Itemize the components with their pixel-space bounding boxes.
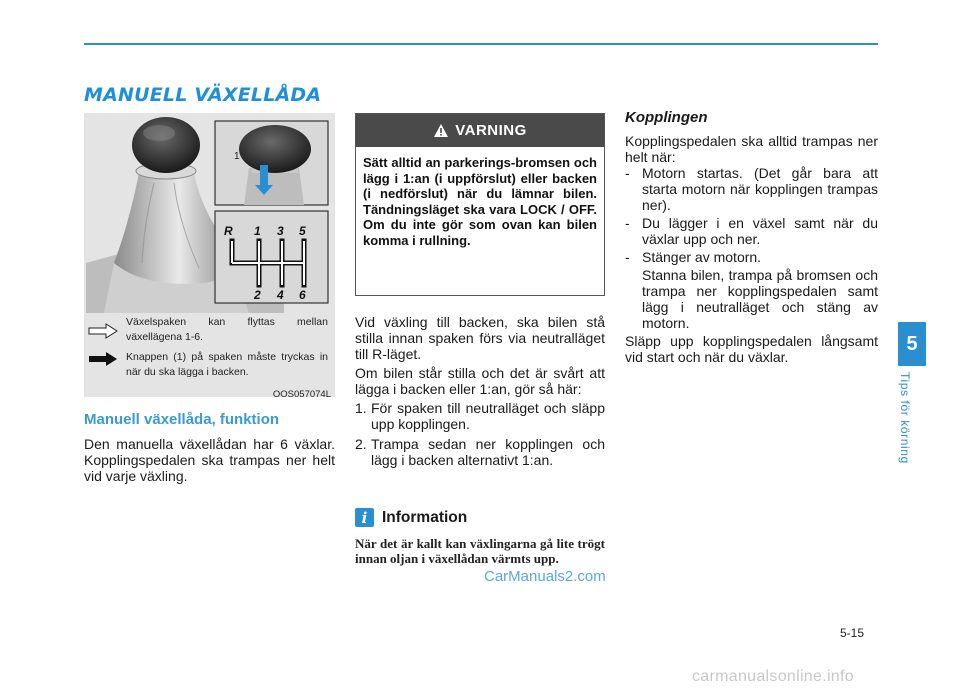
warning-title: VARNING (455, 122, 527, 139)
watermark-carmanualsonline[interactable]: carmanualsonline.info (692, 668, 854, 685)
warning-box (355, 113, 605, 296)
chapter-label-text: Tips för körning (898, 372, 912, 464)
gear-label-1: 1 (254, 224, 261, 238)
list-text: Du lägger i en växel samt när du växlar upp och ner. (642, 215, 878, 247)
col2-steps (355, 400, 605, 468)
info-body: När det är kallt kan växlingarna gå lite trögt innan oljan i växellådan värmts upp. (355, 536, 605, 566)
gear-label-6: 6 (299, 288, 306, 302)
gear-label-3: 3 (277, 224, 284, 238)
col3-list (625, 165, 878, 265)
chapter-label (900, 372, 924, 482)
step-item (355, 436, 605, 468)
caption-text-1: Växelspaken kan flyttas mellan växellägena 1-6. (126, 316, 328, 343)
top-rule (84, 43, 878, 45)
list-item (625, 249, 878, 265)
step-item (355, 400, 605, 432)
info-header (355, 508, 467, 527)
warning-text: Sätt alltid an parkerings-bromsen och lägg i 1:an (i uppförslut) eller backen (i nedförslut) när du lämnar bilen. Tändningsläget ska vara LOCK / OFF. Om du inte gör som ovan kan bilen komma i rullning. (363, 155, 597, 248)
col2-para-1: Vid växling till backen, ska bilen stå stilla innan spaken förs via neutralläget till R-läget. (355, 314, 605, 362)
step-text: Trampa sedan ner kopplingen och lägg i backen alternativt 1:an. (371, 436, 605, 468)
caption-text-2: Knappen (1) på spaken måste tryckas in när du ska lägga i backen. (126, 351, 328, 378)
col3-intro: Kopplingspedalen ska alltid trampas ner helt när: (625, 133, 878, 165)
col3-closing: Släpp upp kopplingspedalen långsamt vid start och när du växlar. (625, 333, 878, 365)
list-dash: - (625, 165, 630, 181)
col1-subhead: Manuell växellåda, funktion (84, 411, 280, 428)
gear-label-5: 5 (299, 224, 306, 238)
figure-code: OOS057074L (272, 389, 331, 400)
step-number: 2. (355, 436, 367, 452)
section-title: MANUELL VÄXELLÅDA (84, 84, 322, 106)
gear-label-4: 4 (277, 288, 284, 302)
info-title: Information (382, 508, 468, 526)
warning-triangle-icon (433, 123, 449, 138)
list-item (625, 215, 878, 247)
step-text: För spaken till neutralläget och släpp upp kopplingen. (371, 400, 605, 432)
filled-arrow-icon (88, 351, 118, 367)
warning-header (356, 114, 604, 147)
gear-label-2: 2 (254, 288, 261, 302)
list-item (625, 165, 878, 213)
outline-arrow-icon (88, 323, 118, 339)
col3-continuation: Stanna bilen, trampa på bromsen och trampa ner kopplingspedalen samt lägg i neutralläget och stäng av motorn. (642, 267, 878, 331)
col2-body (355, 314, 605, 472)
chapter-tab: 5 (898, 322, 926, 366)
col1-body: Den manuella växellådan har 6 växlar. Kopplingspedalen ska trampas ner helt vid varje växling. (84, 436, 335, 484)
col3-body (625, 133, 878, 365)
list-dash: - (625, 215, 630, 231)
col2-para-2: Om bilen står stilla och det är svårt att lägga i backen eller 1:an, gör så här: (355, 365, 605, 397)
info-icon: i (355, 508, 374, 527)
gear-shift-figure (84, 113, 335, 400)
figure-caption (84, 311, 335, 397)
figure-callout-1: 1 (234, 151, 240, 162)
watermark-carmanuals2[interactable]: CarManuals2.com (484, 568, 606, 585)
step-number: 1. (355, 400, 367, 416)
list-text: Stänger av motorn. (642, 249, 762, 265)
gear-label-r: R (224, 224, 233, 238)
page-number: 5-15 (840, 626, 865, 640)
list-dash: - (625, 249, 630, 265)
list-text: Motorn startas. (Det går bara att starta motorn när kopplingen trampas ner). (642, 165, 878, 213)
col3-heading: Kopplingen (625, 109, 708, 126)
